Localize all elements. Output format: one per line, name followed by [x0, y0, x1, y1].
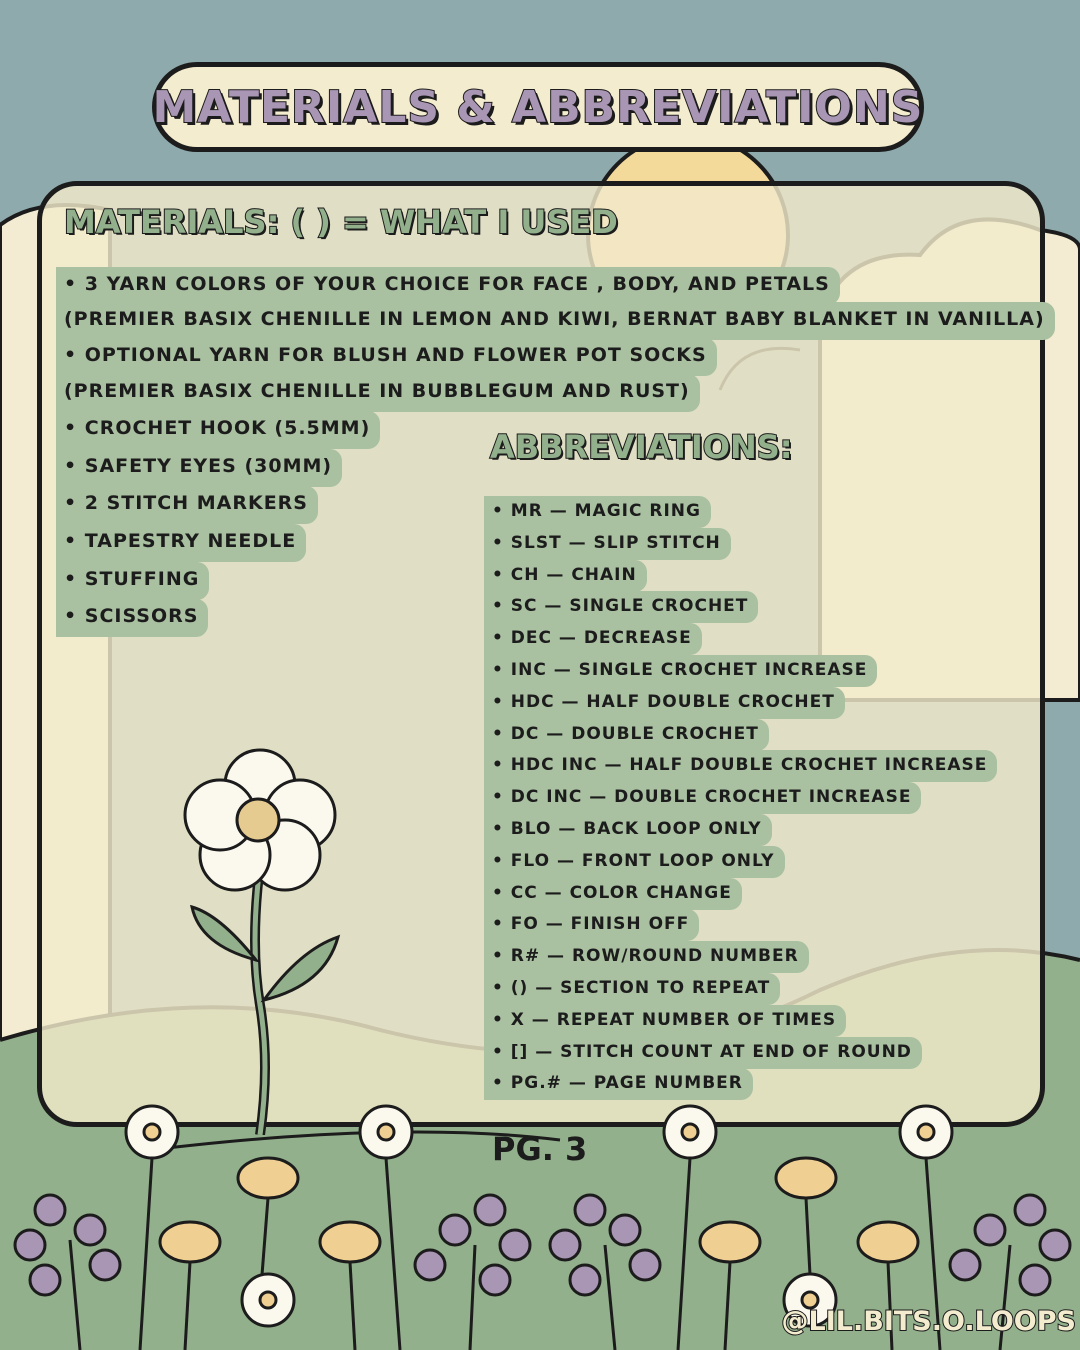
materials-item: • CROCHET HOOK (5.5MM): [56, 411, 380, 449]
abbreviation-item: • SC — SINGLE CROCHET: [484, 591, 758, 623]
materials-item: • STUFFING: [56, 562, 209, 600]
abbreviation-item: • MR — MAGIC RING: [484, 496, 711, 528]
abbreviation-item: • INC — SINGLE CROCHET INCREASE: [484, 655, 877, 687]
abbreviation-item: • FO — FINISH OFF: [484, 909, 699, 941]
materials-item: • TAPESTRY NEEDLE: [56, 524, 306, 562]
materials-item: (PREMIER BASIX CHENILLE IN LEMON AND KIWI, BERNAT BABY BLANKET IN VANILLA): [56, 302, 1055, 340]
abbreviation-item: • X — REPEAT NUMBER OF TIMES: [484, 1005, 846, 1037]
abbreviation-item: • FLO — FRONT LOOP ONLY: [484, 846, 785, 878]
social-handle: @LIL.BITS.O.LOOPS: [781, 1306, 1076, 1337]
abbreviation-item: • DC INC — DOUBLE CROCHET INCREASE: [484, 782, 921, 814]
abbreviation-item: • () — SECTION TO REPEAT: [484, 973, 780, 1005]
abbreviation-item: • R# — ROW/ROUND NUMBER: [484, 941, 809, 973]
page-number: PG. 3: [492, 1130, 588, 1168]
materials-item: • 2 STITCH MARKERS: [56, 486, 318, 524]
materials-item: (PREMIER BASIX CHENILLE IN BUBBLEGUM AND RUST): [56, 374, 700, 412]
daisy-illustration: [160, 745, 360, 1135]
abbreviation-item: • CH — CHAIN: [484, 560, 647, 592]
abbreviation-item: • HDC — HALF DOUBLE CROCHET: [484, 687, 845, 719]
page-title: MATERIALS & ABBREVIATIONS: [152, 81, 924, 133]
abbreviation-item: • CC — COLOR CHANGE: [484, 878, 742, 910]
abbreviation-item: • [] — STITCH COUNT AT END OF ROUND: [484, 1037, 922, 1069]
abbreviation-item: • DEC — DECREASE: [484, 623, 702, 655]
abbreviation-item: • PG.# — PAGE NUMBER: [484, 1068, 753, 1100]
title-banner: [152, 62, 924, 152]
materials-item: • OPTIONAL YARN FOR BLUSH AND FLOWER POT SOCKS: [56, 338, 717, 376]
materials-item: • SAFETY EYES (30MM): [56, 449, 342, 487]
abbreviation-item: • SLST — SLIP STITCH: [484, 528, 731, 560]
abbreviation-item: • HDC INC — HALF DOUBLE CROCHET INCREASE: [484, 750, 997, 782]
abbreviations-heading: ABBREVIATIONS:: [490, 428, 793, 466]
materials-item: • 3 YARN COLORS OF YOUR CHOICE FOR FACE , BODY, AND PETALS: [56, 267, 840, 305]
abbreviation-item: • BLO — BACK LOOP ONLY: [484, 814, 772, 846]
materials-item: • SCISSORS: [56, 599, 208, 637]
materials-heading: MATERIALS: ( ) = WHAT I USED: [64, 203, 618, 241]
abbreviation-item: • DC — DOUBLE CROCHET: [484, 719, 769, 751]
